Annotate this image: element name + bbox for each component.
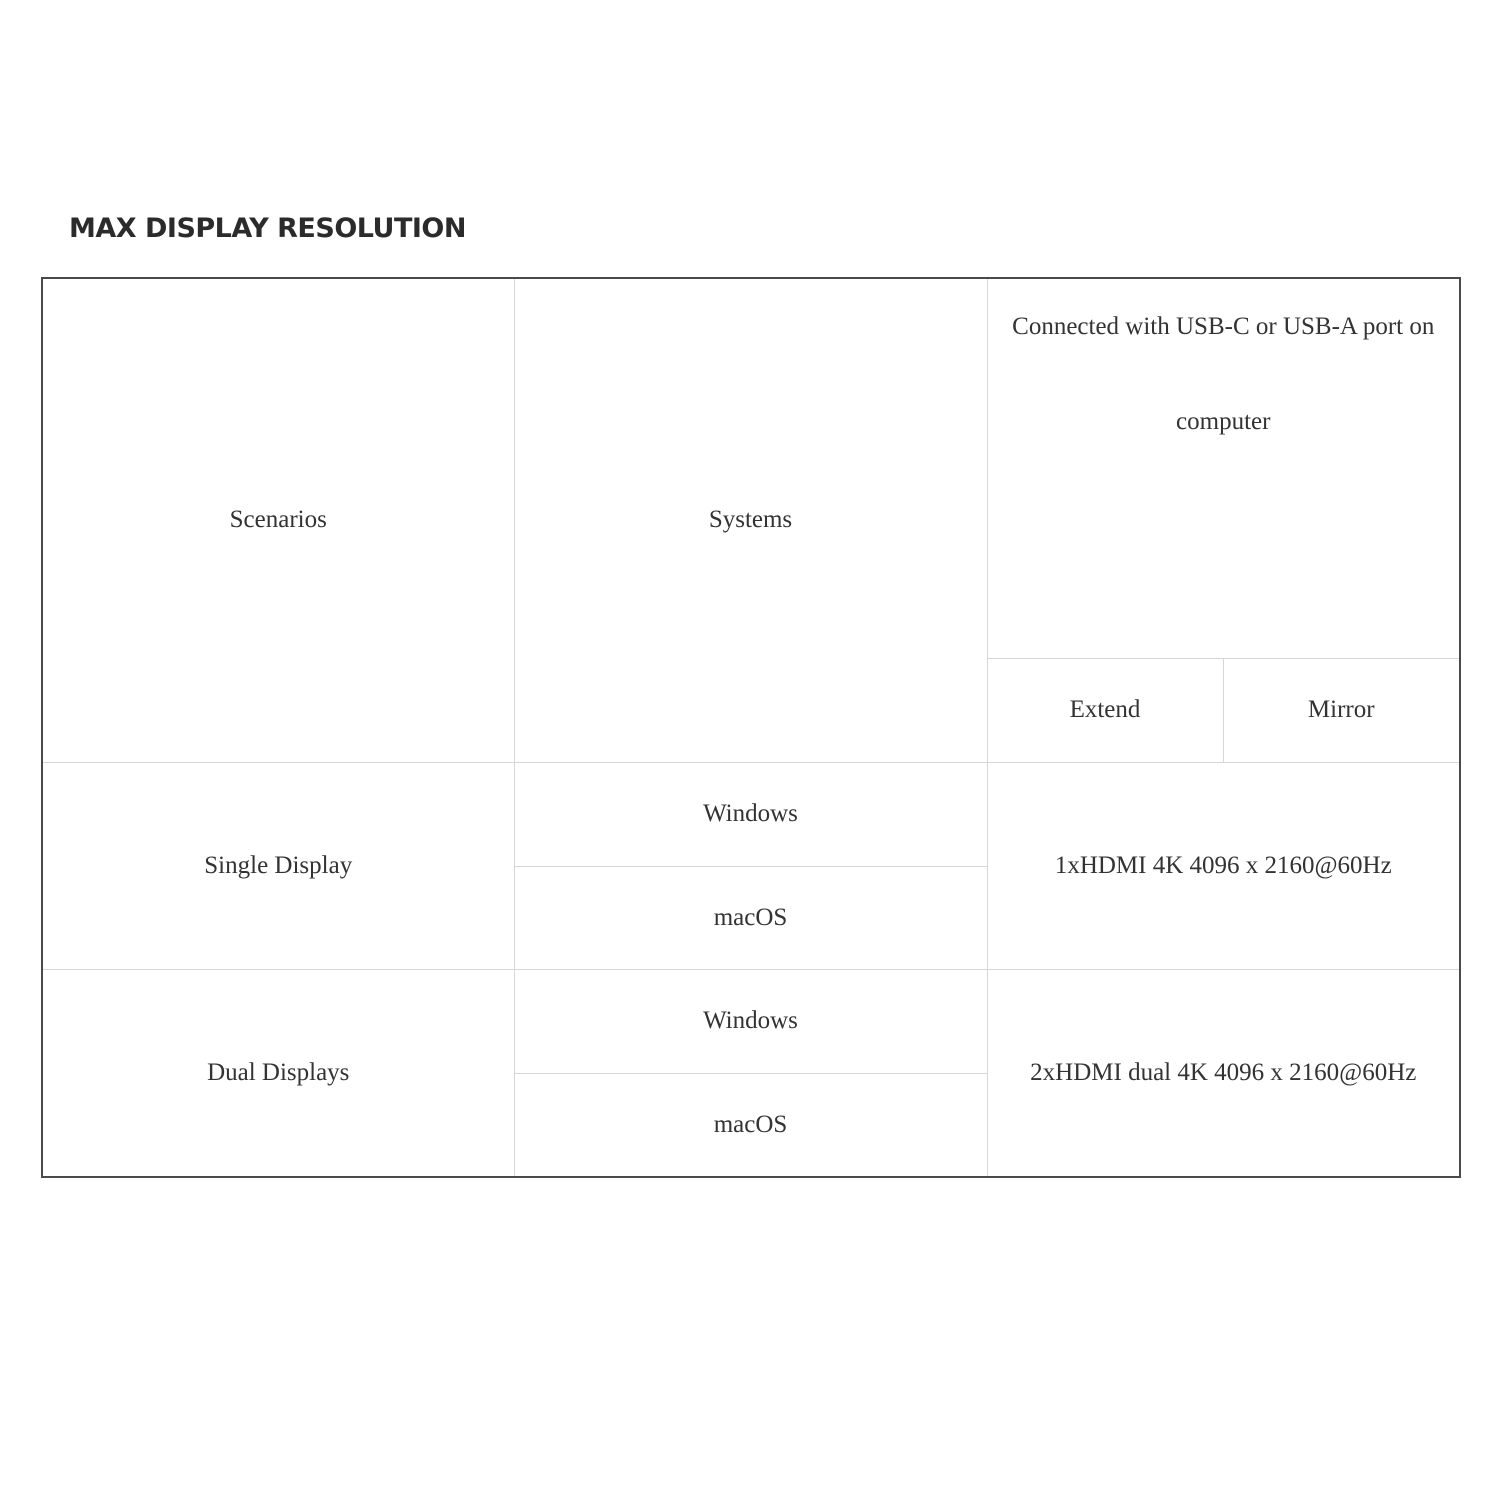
system-windows: Windows	[514, 969, 987, 1073]
table-row	[42, 762, 1460, 866]
system-macos: macOS	[514, 1073, 987, 1177]
header-mirror: Mirror	[1223, 658, 1460, 762]
header-systems: Systems	[514, 278, 987, 762]
resolution-single-display: 1xHDMI 4K 4096 x 2160@60Hz	[987, 762, 1460, 969]
scenario-single-display: Single Display	[42, 762, 514, 969]
header-connection	[987, 278, 1460, 658]
header-row-top	[42, 278, 1460, 658]
scenario-dual-displays: Dual Displays	[42, 969, 514, 1177]
header-scenarios: Scenarios	[42, 278, 514, 762]
table-row	[42, 969, 1460, 1073]
resolution-dual-displays: 2xHDMI dual 4K 4096 x 2160@60Hz	[987, 969, 1460, 1177]
max-display-resolution-table	[41, 277, 1461, 1178]
header-connection-text: Connected with USB-C or USB-A port on computer	[1012, 313, 1435, 435]
page-title: MAX DISPLAY RESOLUTION	[69, 213, 466, 244]
system-macos: macOS	[514, 866, 987, 969]
system-windows: Windows	[514, 762, 987, 866]
header-extend: Extend	[987, 658, 1223, 762]
